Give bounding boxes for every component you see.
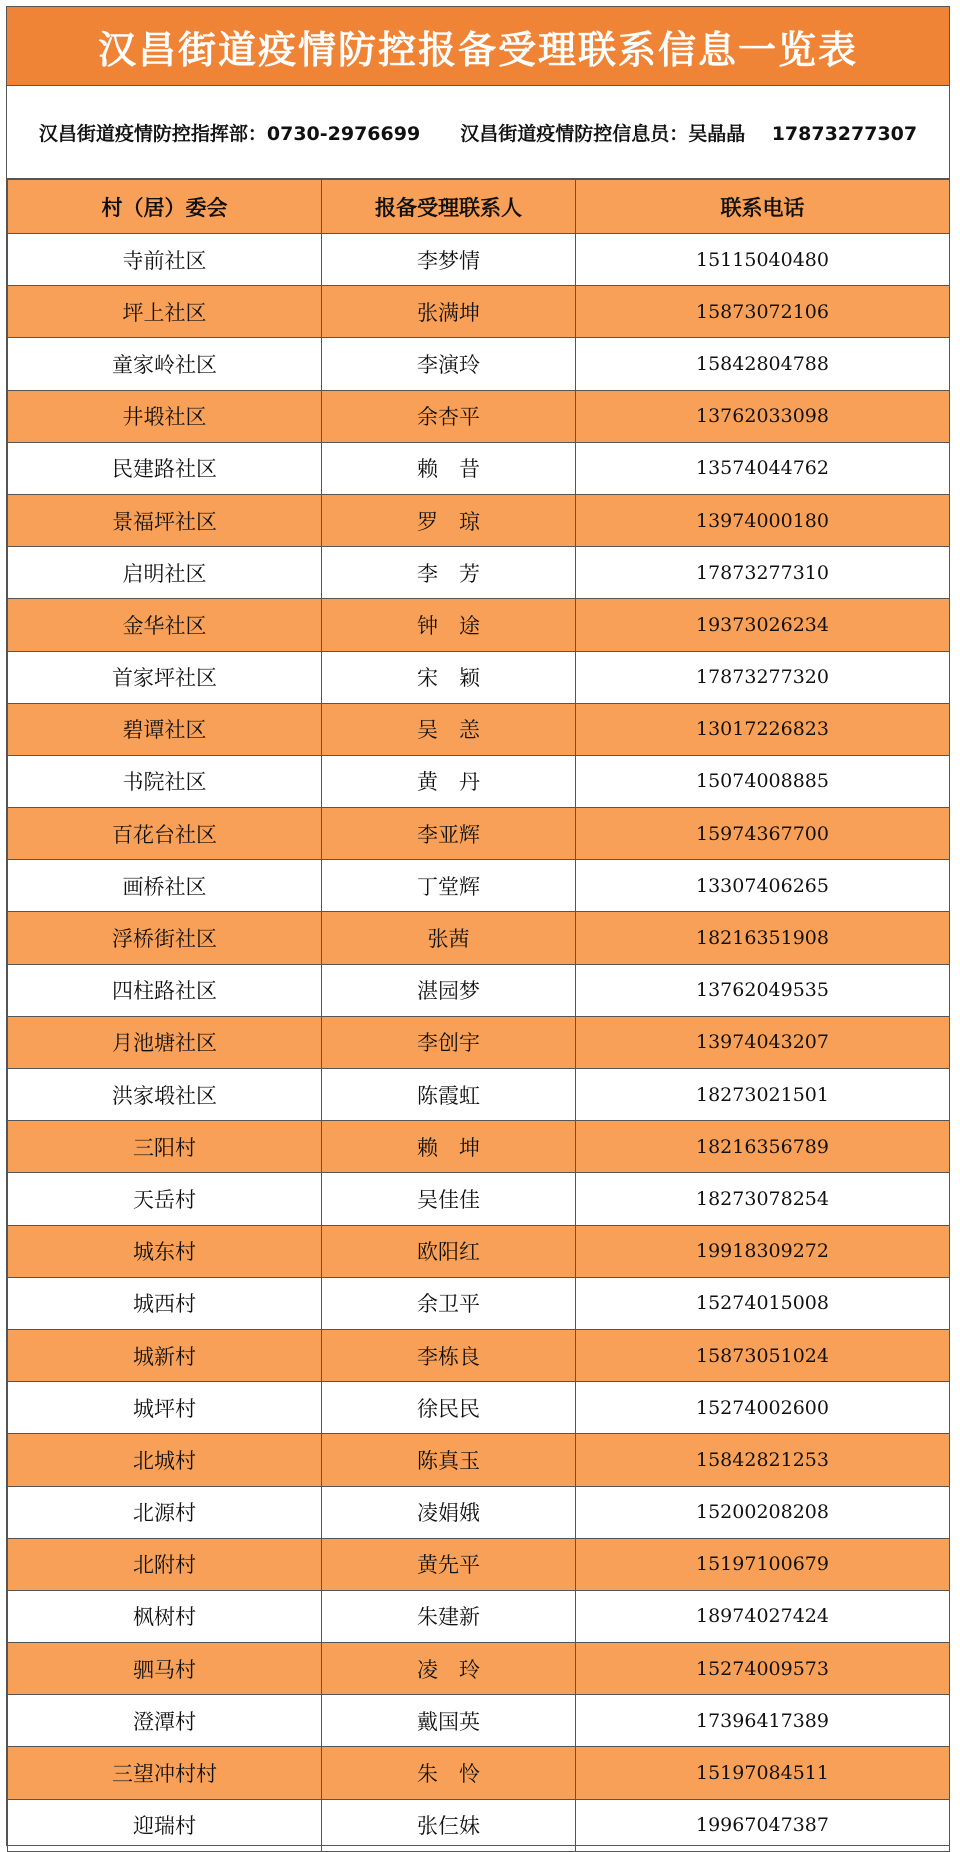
cell-contact-person: 吴 恙: [322, 703, 576, 755]
info-officer-phone: 17873277307: [771, 122, 918, 145]
cell-committee: 首家坪社区: [8, 651, 322, 703]
table-body: [8, 234, 950, 1852]
cell-contact-person: 张仨妹: [322, 1799, 576, 1851]
column-header-contact: 报备受理联系人: [322, 180, 576, 234]
cell-committee: 百花台社区: [8, 808, 322, 860]
cell-contact-person: 戴国英: [322, 1695, 576, 1747]
cell-contact-person: 朱建新: [322, 1590, 576, 1642]
table-row: [8, 1590, 950, 1642]
cell-committee: 金华社区: [8, 599, 322, 651]
cell-contact-person: 余卫平: [322, 1277, 576, 1329]
cell-committee: 城坪村: [8, 1382, 322, 1434]
cell-contact-person: 李亚辉: [322, 808, 576, 860]
cell-contact-person: 李梦情: [322, 234, 576, 286]
table-row: [8, 860, 950, 912]
info-officer: [460, 119, 917, 146]
cell-phone: 13974000180: [576, 494, 950, 546]
table-row: [8, 442, 950, 494]
cell-committee: 洪家塅社区: [8, 1069, 322, 1121]
cell-phone: 13762033098: [576, 390, 950, 442]
table-row: [8, 1173, 950, 1225]
page-title: 汉昌街道疫情防控报备受理联系信息一览表: [7, 7, 949, 86]
cell-contact-person: 钟 途: [322, 599, 576, 651]
cell-phone: 15115040480: [576, 234, 950, 286]
table-row: [8, 651, 950, 703]
cell-committee: 迎瑞村: [8, 1799, 322, 1851]
cell-phone: 15274009573: [576, 1643, 950, 1695]
cell-committee: 城新村: [8, 1329, 322, 1381]
cell-committee: 城西村: [8, 1277, 322, 1329]
table-row: [8, 808, 950, 860]
cell-contact-person: 罗 琼: [322, 494, 576, 546]
cell-contact-person: 陈霞虹: [322, 1069, 576, 1121]
contact-table: [7, 179, 950, 1852]
cell-contact-person: 徐民民: [322, 1382, 576, 1434]
cell-committee: 北附村: [8, 1538, 322, 1590]
cell-contact-person: 李栋良: [322, 1329, 576, 1381]
table-row: [8, 1747, 950, 1799]
cell-phone: 18216356789: [576, 1121, 950, 1173]
cell-contact-person: 赖 坤: [322, 1121, 576, 1173]
contact-table-sheet: [6, 6, 950, 1846]
cell-contact-person: 湛园梦: [322, 964, 576, 1016]
cell-phone: 19373026234: [576, 599, 950, 651]
cell-phone: 13762049535: [576, 964, 950, 1016]
cell-phone: 17873277320: [576, 651, 950, 703]
cell-committee: 童家岭社区: [8, 338, 322, 390]
cell-contact-person: 丁堂辉: [322, 860, 576, 912]
cell-phone: 17396417389: [576, 1695, 950, 1747]
cell-phone: 13017226823: [576, 703, 950, 755]
cell-committee: 书院社区: [8, 755, 322, 807]
cell-phone: 15274002600: [576, 1382, 950, 1434]
cell-phone: 15873051024: [576, 1329, 950, 1381]
column-header-committee: 村（居）委会: [8, 180, 322, 234]
cell-contact-person: 吴佳佳: [322, 1173, 576, 1225]
cell-phone: 13974043207: [576, 1016, 950, 1068]
cell-committee: 浮桥街社区: [8, 912, 322, 964]
cell-committee: 北源村: [8, 1486, 322, 1538]
cell-committee: 北城村: [8, 1434, 322, 1486]
cell-contact-person: 张茜: [322, 912, 576, 964]
cell-committee: 三望冲村村: [8, 1747, 322, 1799]
cell-phone: 15200208208: [576, 1486, 950, 1538]
cell-phone: 19918309272: [576, 1225, 950, 1277]
info-officer-label: 汉昌街道疫情防控信息员：: [460, 122, 689, 145]
cell-committee: 月池塘社区: [8, 1016, 322, 1068]
cell-committee: 城东村: [8, 1225, 322, 1277]
cell-committee: 澄潭村: [8, 1695, 322, 1747]
command-center-phone: 0730-2976699: [266, 122, 421, 145]
cell-committee: 三阳村: [8, 1121, 322, 1173]
cell-phone: 18216351908: [576, 912, 950, 964]
command-info-line: [7, 86, 949, 179]
table-row: [8, 1277, 950, 1329]
cell-committee: 枫树村: [8, 1590, 322, 1642]
cell-phone: 18273078254: [576, 1173, 950, 1225]
cell-contact-person: 黄 丹: [322, 755, 576, 807]
table-row: [8, 703, 950, 755]
table-row: [8, 338, 950, 390]
table-row: [8, 1121, 950, 1173]
column-header-phone: 联系电话: [576, 180, 950, 234]
command-center-info: [39, 119, 420, 146]
cell-phone: 15274015008: [576, 1277, 950, 1329]
table-row: [8, 1329, 950, 1381]
table-row: [8, 1016, 950, 1068]
cell-contact-person: 李演玲: [322, 338, 576, 390]
cell-contact-person: 朱 怜: [322, 1747, 576, 1799]
cell-committee: 启明社区: [8, 547, 322, 599]
table-row: [8, 1799, 950, 1851]
table-row: [8, 234, 950, 286]
cell-committee: 景福坪社区: [8, 494, 322, 546]
cell-committee: 民建路社区: [8, 442, 322, 494]
cell-contact-person: 凌 玲: [322, 1643, 576, 1695]
cell-contact-person: 凌娟娥: [322, 1486, 576, 1538]
cell-contact-person: 余杏平: [322, 390, 576, 442]
cell-committee: 驷马村: [8, 1643, 322, 1695]
cell-phone: 19967047387: [576, 1799, 950, 1851]
cell-contact-person: 赖 昔: [322, 442, 576, 494]
cell-phone: 15197084511: [576, 1747, 950, 1799]
cell-contact-person: 李 芳: [322, 547, 576, 599]
cell-committee: 画桥社区: [8, 860, 322, 912]
table-row: [8, 1382, 950, 1434]
cell-phone: 15974367700: [576, 808, 950, 860]
cell-contact-person: 张满坤: [322, 286, 576, 338]
table-row: [8, 1069, 950, 1121]
table-row: [8, 547, 950, 599]
cell-phone: 13307406265: [576, 860, 950, 912]
cell-committee: 寺前社区: [8, 234, 322, 286]
cell-committee: 天岳村: [8, 1173, 322, 1225]
table-row: [8, 1486, 950, 1538]
table-row: [8, 964, 950, 1016]
cell-committee: 井塅社区: [8, 390, 322, 442]
table-header-row: [8, 180, 950, 234]
cell-phone: 15842804788: [576, 338, 950, 390]
table-row: [8, 494, 950, 546]
table-row: [8, 1643, 950, 1695]
cell-contact-person: 陈真玉: [322, 1434, 576, 1486]
table-row: [8, 912, 950, 964]
table-row: [8, 286, 950, 338]
cell-committee: 碧谭社区: [8, 703, 322, 755]
cell-phone: 15197100679: [576, 1538, 950, 1590]
cell-phone: 17873277310: [576, 547, 950, 599]
cell-contact-person: 欧阳红: [322, 1225, 576, 1277]
cell-phone: 18974027424: [576, 1590, 950, 1642]
table-row: [8, 599, 950, 651]
cell-contact-person: 黄先平: [322, 1538, 576, 1590]
cell-contact-person: 宋 颖: [322, 651, 576, 703]
table-row: [8, 1695, 950, 1747]
table-row: [8, 390, 950, 442]
cell-contact-person: 李创宇: [322, 1016, 576, 1068]
table-row: [8, 1434, 950, 1486]
cell-phone: 13574044762: [576, 442, 950, 494]
cell-phone: 15842821253: [576, 1434, 950, 1486]
cell-committee: 四柱路社区: [8, 964, 322, 1016]
table-row: [8, 1538, 950, 1590]
cell-committee: 坪上社区: [8, 286, 322, 338]
cell-phone: 15074008885: [576, 755, 950, 807]
table-row: [8, 1225, 950, 1277]
cell-phone: 18273021501: [576, 1069, 950, 1121]
info-officer-name: 吴晶晶: [688, 122, 746, 145]
cell-phone: 15873072106: [576, 286, 950, 338]
table-row: [8, 755, 950, 807]
command-center-label: 汉昌街道疫情防控指挥部：: [38, 122, 267, 145]
